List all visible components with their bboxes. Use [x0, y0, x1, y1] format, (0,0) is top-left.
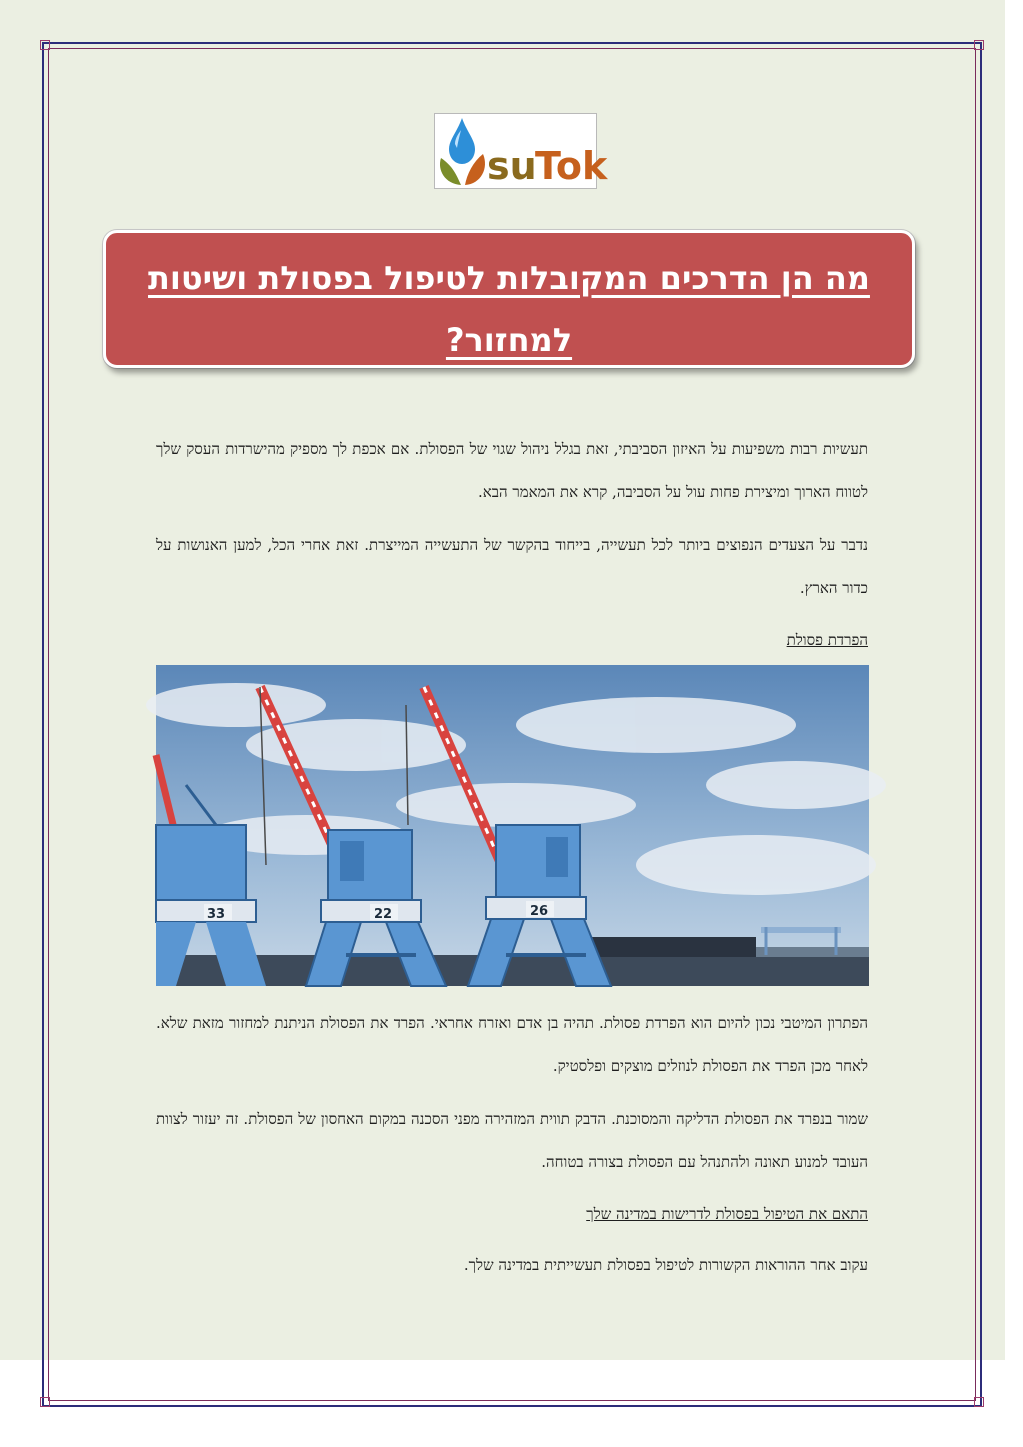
- paragraph-hazardous-waste: שמור בנפרד את הפסולת הדליקה והמסוכנת. הדבק תווית המזהירה מפני הסכנה במקום האחסון של הפסולת. זה יעזור לצוות העובד למנוע תאונה ולהתנהל עם הפסולת בצורה בטוחה.: [156, 1110, 868, 1171]
- border-corner-ornament: [40, 40, 50, 50]
- crane-number-33: 33: [207, 907, 226, 922]
- subheading-country-requirements: התאם את הטיפול בפסולת לדרישות במדינה שלך: [586, 1205, 868, 1223]
- paragraph-steps: נדבר על הצעדים הנפוצים ביותר לכל תעשייה, בייחוד בהקשר של התעשייה המייצרת. זאת אחרי הכל, למען האנושות על כדור הארץ.: [156, 536, 868, 597]
- title-banner: [103, 230, 915, 368]
- paragraph-separation-solution: הפתרון המיטבי נכון להיום הוא הפרדת פסולת. תהיה בן אדם ואזרח אחראי. הפרד את הפסולת הניתנת למחזור מזאת שלא. לאחר מכן הפרד את הפסולת לנוזלים מוצקים ופלסטיק.: [156, 1014, 868, 1075]
- harbor-cranes-photo: [156, 665, 869, 986]
- paragraph-intro: תעשיות רבות משפיעות על האיזון הסביבתי, זאת בגלל ניהול שגוי של הפסולת. אם אכפת לך מספיק מהישרדות העסק שלך לטווח הארוך ומיצירת פחות עול על הסביבה, קרא את המאמר הבא.: [156, 440, 868, 501]
- border-corner-ornament: [974, 40, 984, 50]
- crane-number-26: 26: [530, 904, 549, 919]
- border-corner-ornament: [40, 1397, 50, 1407]
- page-title: מה הן הדרכים המקובלות לטיפול בפסולת ושיטות למחזור?: [148, 259, 870, 359]
- logo-text-su: su: [487, 144, 537, 188]
- sutok-logo: [434, 113, 608, 189]
- subheading-waste-separation: הפרדת פסולת: [786, 631, 868, 649]
- logo-text-tok: Tok: [535, 144, 608, 188]
- crane-number-22: 22: [374, 907, 393, 922]
- border-corner-ornament: [974, 1397, 984, 1407]
- paragraph-follow-instructions: עקוב אחר ההוראות הקשורות לטיפול בפסולת תעשייתית במדינה שלך.: [463, 1256, 868, 1274]
